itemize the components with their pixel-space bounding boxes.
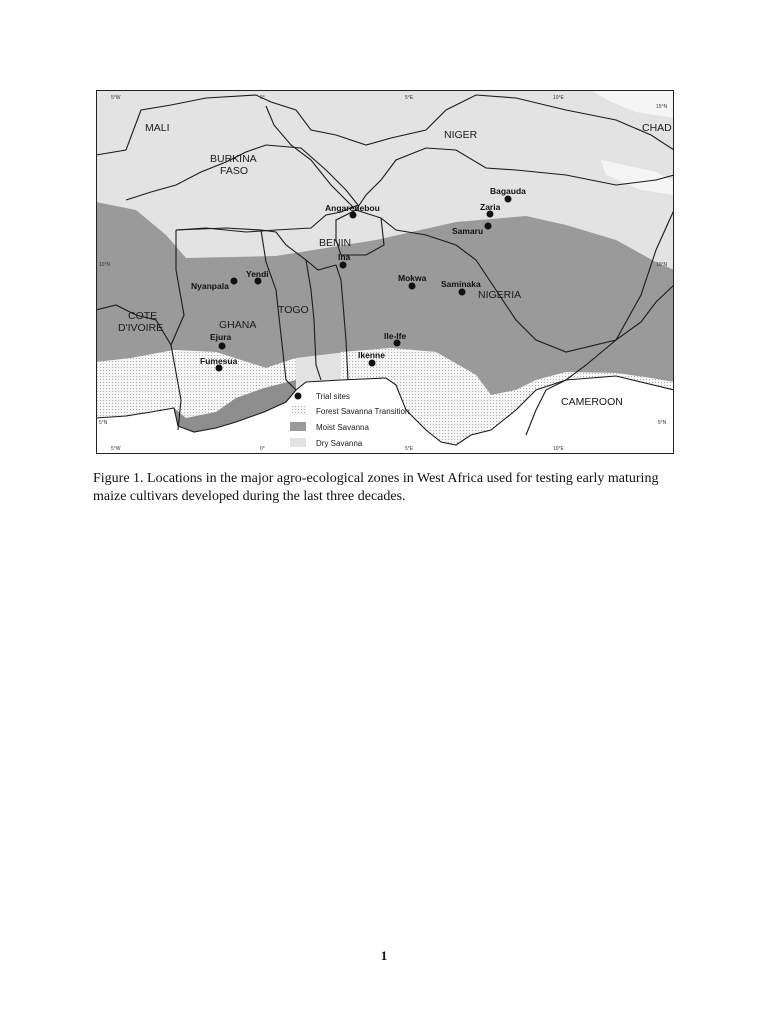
country-label-chad: CHAD: [642, 122, 672, 134]
site-label-yendi: Yendi: [246, 269, 269, 279]
grid-label-bottom-2: 0°: [260, 446, 265, 452]
site-marker-ina: [340, 262, 347, 269]
grid-label-left-1: 10°N: [99, 262, 111, 268]
grid-label-right-2: 10°N: [656, 262, 668, 268]
site-label-ikenne: Ikenne: [358, 350, 385, 360]
grid-label-right-1: 15°N: [656, 104, 668, 110]
legend-marker-trial-sites: [295, 393, 302, 400]
country-label-cote: COTE: [128, 310, 158, 322]
site-label-ejura: Ejura: [210, 332, 232, 342]
site-label-saminaka: Saminaka: [441, 279, 481, 289]
country-label-togo: TOGO: [278, 304, 309, 316]
site-marker-ikenne: [369, 360, 376, 367]
country-label-burkina: BURKINA: [210, 153, 257, 165]
site-label-mokwa: Mokwa: [398, 273, 427, 283]
site-label-nyanpala: Nyanpala: [191, 281, 229, 291]
site-label-zaria: Zaria: [480, 202, 501, 212]
grid-label-bottom-3: 5°E: [405, 446, 414, 452]
grid-label-right-3: 5°N: [658, 420, 667, 426]
country-label-divoire: D'IVOIRE: [118, 322, 164, 334]
site-marker-ejura: [219, 343, 226, 350]
west-africa-map: [96, 90, 674, 454]
legend-swatch-forest-transition: [290, 406, 306, 415]
figure-caption: Figure 1. Locations in the major agro-ecological zones in West Africa used for testing early maturing maize cultivars developed during the last three decades.: [93, 471, 659, 504]
page-number: 1: [380, 948, 388, 963]
site-marker-nyanpala: [231, 278, 238, 285]
legend-swatch-dry-savanna: [290, 438, 306, 447]
site-marker-mokwa: [409, 283, 416, 290]
site-label-bagauda: Bagauda: [490, 186, 526, 196]
grid-label-top-2: 0°: [260, 95, 265, 101]
site-label-samaru: Samaru: [452, 226, 484, 236]
grid-label-bottom-4: 10°E: [553, 446, 564, 452]
country-label-cameroon: CAMEROON: [561, 396, 623, 408]
legend-label-moist-savanna: Moist Savanna: [316, 423, 369, 432]
legend-swatch-moist-savanna: [290, 422, 306, 431]
grid-label-top-4: 10°E: [553, 95, 564, 101]
grid-label-top-3: 5°E: [405, 95, 414, 101]
country-label-benin: BENIN: [319, 237, 352, 249]
legend-label-forest-transition: Forest Savanna Transition: [316, 407, 410, 416]
site-marker-bagauda: [505, 196, 512, 203]
site-label-ile-ife: Ile-Ife: [384, 331, 407, 341]
legend-label-dry-savanna: Dry Savanna: [316, 439, 363, 448]
country-label-faso: FASO: [220, 165, 249, 177]
site-marker-saminaka: [459, 289, 466, 296]
site-marker-samaru: [485, 223, 492, 230]
site-label-fumesua: Fumesua: [200, 356, 238, 366]
country-label-ghana: GHANA: [219, 319, 257, 331]
legend-label-trial-sites: Trial sites: [316, 392, 350, 401]
grid-label-left-2: 5°N: [99, 420, 108, 426]
country-label-nigeria: NIGERIA: [478, 289, 522, 301]
grid-label-bottom-1: 5°W: [111, 446, 121, 452]
map-svg: [96, 90, 674, 454]
country-label-mali: MALI: [145, 122, 170, 134]
site-label-ina: Ina: [338, 252, 351, 262]
site-label-angaredebou: Angaredebou: [325, 203, 380, 213]
grid-label-top-1: 5°W: [111, 95, 121, 101]
country-label-niger: NIGER: [444, 129, 478, 141]
